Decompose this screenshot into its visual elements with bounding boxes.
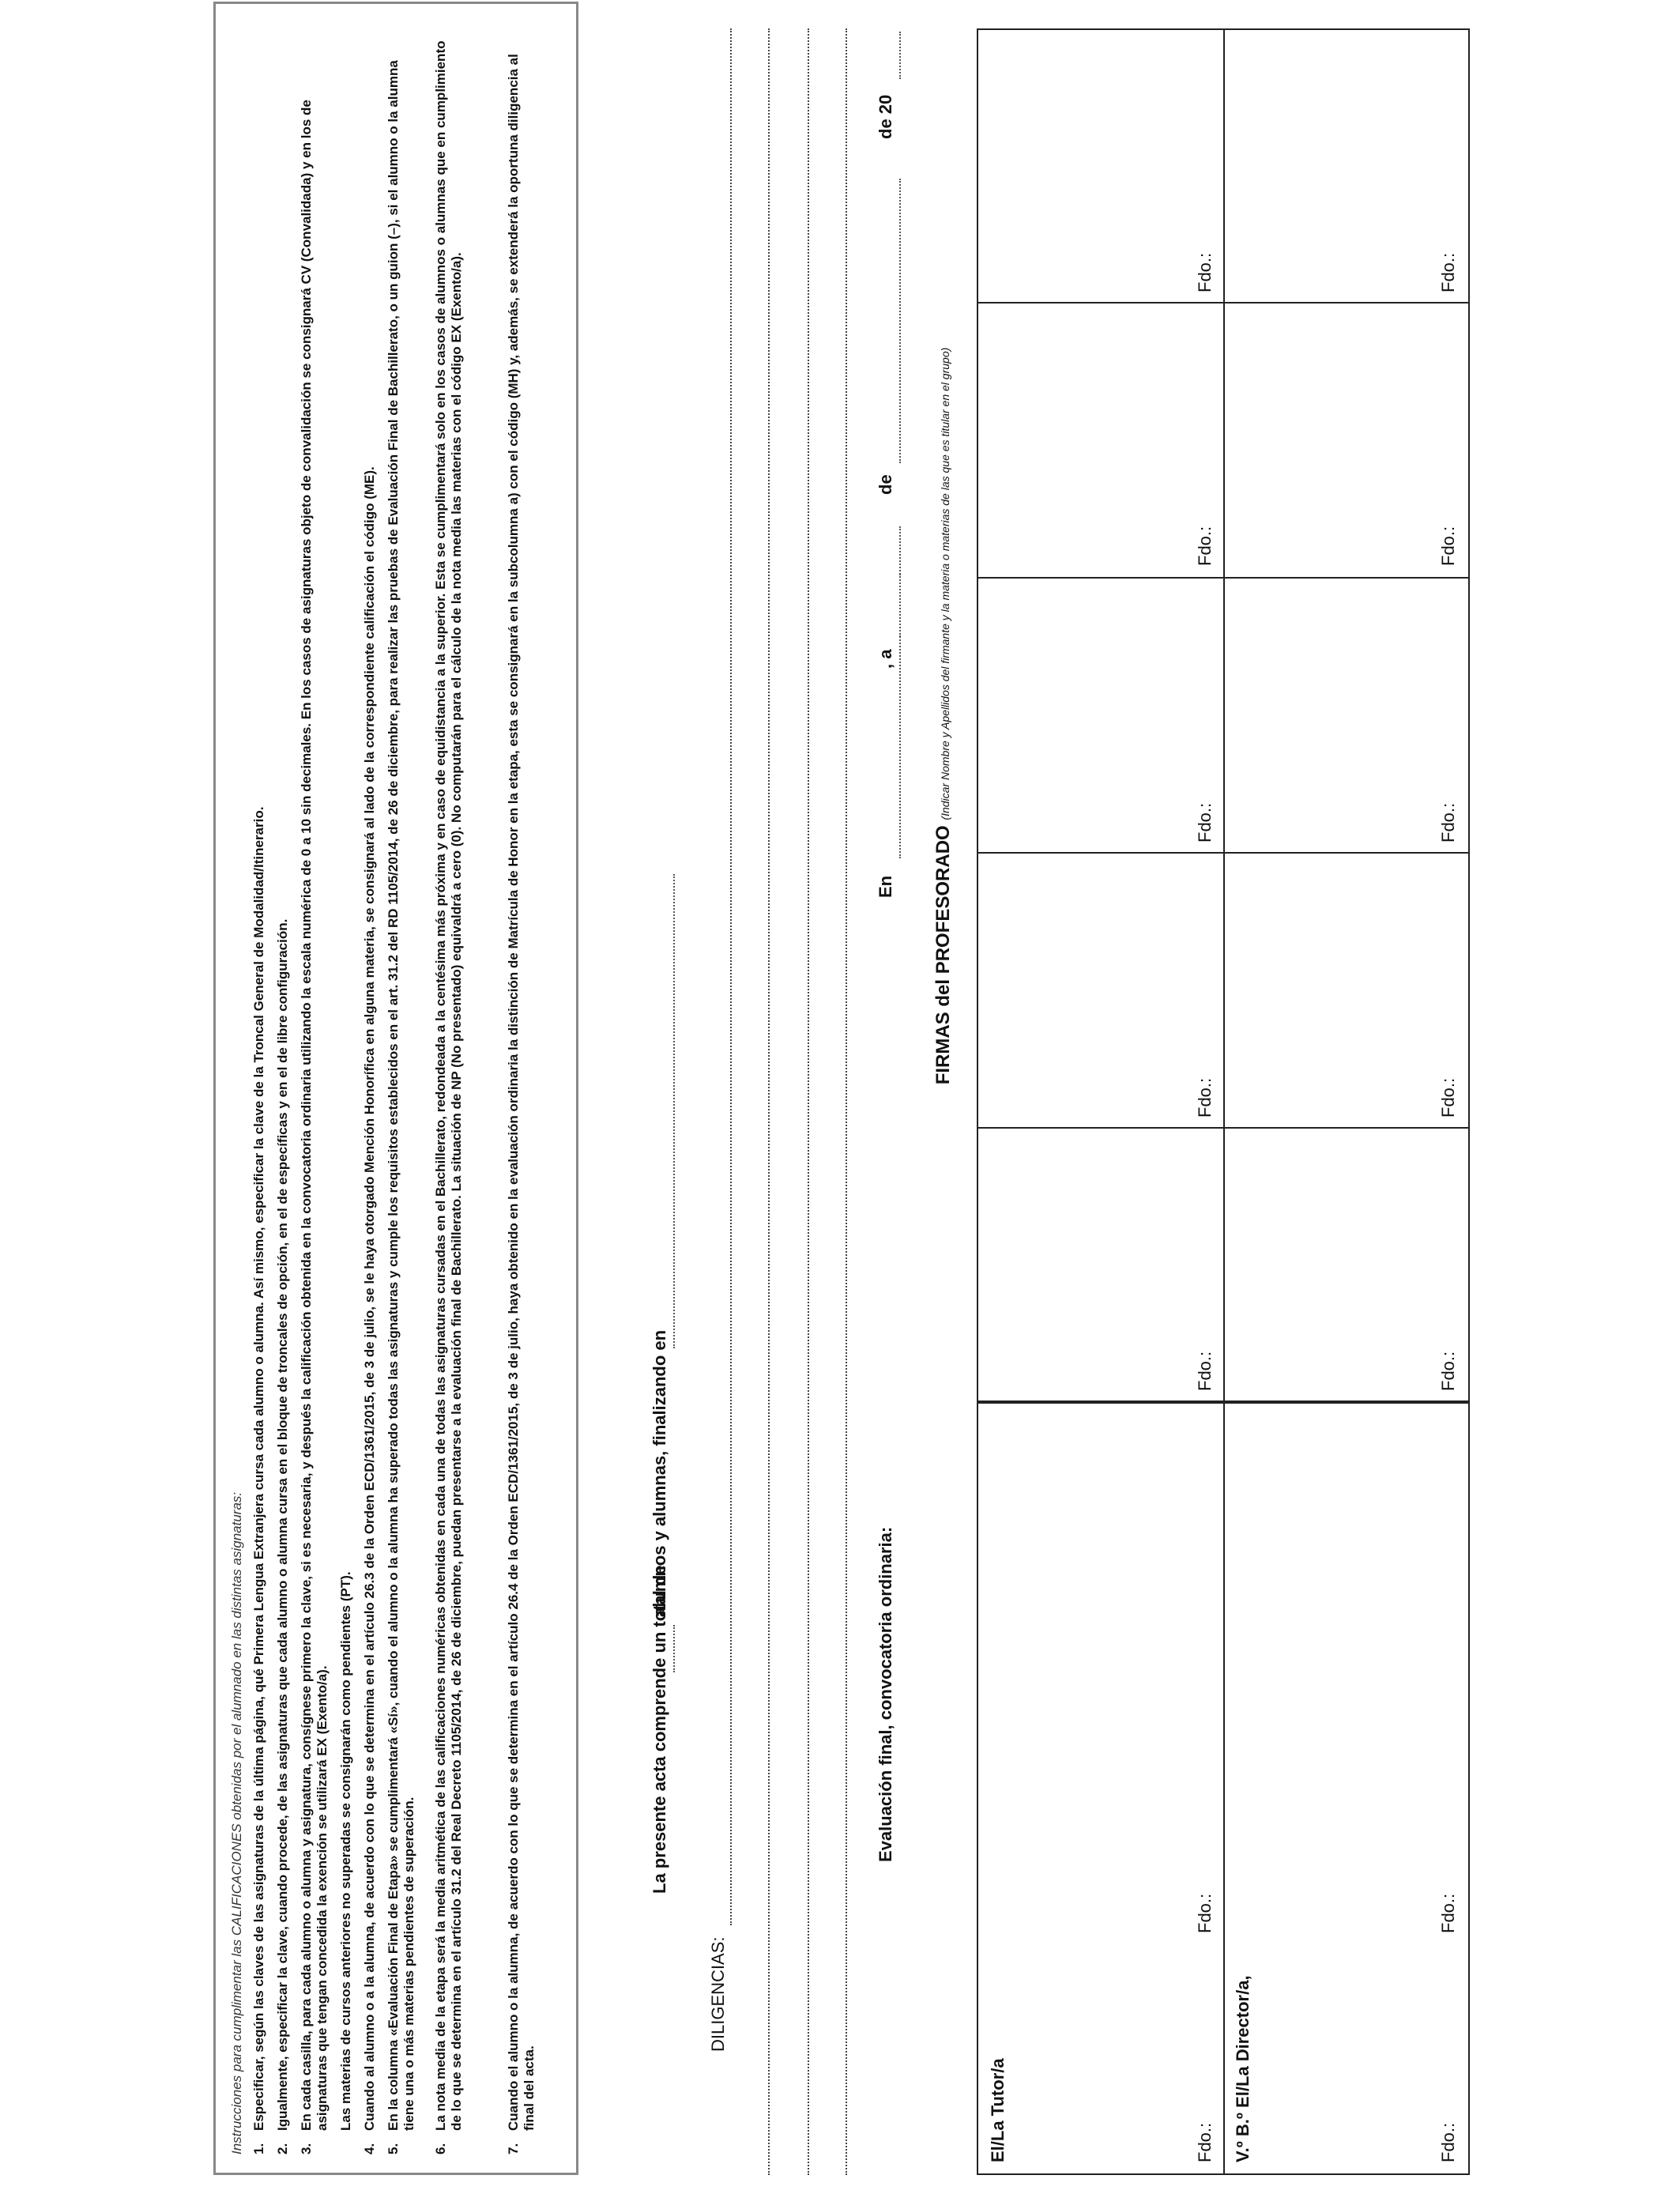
month-field[interactable]	[899, 179, 901, 463]
signature-cell-fdo[interactable]: Fdo.:	[1195, 526, 1215, 566]
diligencias-label: DILIGENCIAS:	[708, 1936, 728, 2052]
signature-cell-fdo[interactable]: Fdo.:	[1195, 252, 1215, 292]
instruction-number: 2.	[275, 2143, 290, 2154]
total-suffix: alumnos y alumnas, finalizando en	[650, 1329, 669, 1617]
instruction-text: Cuando el alumno o la alumna, de acuerdo con lo que se determina en el artículo 26.4 de la Orden ECD/1361/2015, de 3 de julio, haya obtenido en la evaluación ordinaria la distinción de Matrícula de Honor en la etapa, esta se consignará en la subcolumna a) con el código (MH) y, además, se extenderá la oportuna diligencia al final del acta.	[506, 54, 537, 2131]
instruction-text: Especificar, según las claves de las asignaturas de la última página, qué Primera Lengua Extranjera cursa cada alumno o alumna. Así mismo, especificar la clave de la Troncal General de Modalidad/Itinerario.	[251, 806, 266, 2131]
signature-cell-fdo[interactable]: Fdo.:	[1438, 802, 1458, 843]
tutor-label: El/La Tutor/a	[988, 2058, 1008, 2162]
day-field[interactable]	[899, 574, 901, 637]
instruction-number: 7.	[506, 2143, 521, 2154]
director-fdo-2[interactable]: Fdo.:	[1438, 1893, 1458, 1933]
signatures-grid	[977, 28, 1470, 1404]
signature-cell-fdo[interactable]: Fdo.:	[1438, 1077, 1458, 1118]
signatures-title	[932, 28, 955, 1404]
signature-cell-fdo[interactable]: Fdo.:	[1195, 1351, 1215, 1391]
instruction-text: Igualmente, especificar la clave, cuando procede, de las asignaturas que cada alumno o alumna cursa en el bloque de troncales de opción, en el de específicas y en el de libre configuración.	[275, 918, 290, 2131]
signature-cell-fdo[interactable]: Fdo.:	[1438, 526, 1458, 566]
diligencias-line[interactable]	[846, 28, 847, 2175]
director-label: V.º B.º El/La Director/a,	[1233, 1975, 1252, 2162]
instruction-number: 5.	[386, 2143, 401, 2154]
instruction-text: Las materias de cursos anteriores no superadas se consignarán como pendientes (PT).	[338, 1571, 353, 2131]
instruction-text: La nota media de la etapa será la media aritmética de las calificaciones numéricas obtenidas en cada una de todas las asignaturas cursadas en el Bachillerato, redondeada a la centésima más próxima y en caso de equidistancia a la superior. Esta se cumplimentará solo en los casos de alumnos o alumnas que en cumplimiento de lo que se determina en el artículo 31.2 del Real Decreto 1105/2014, de 26 de diciembre, puedan presentarse a la evaluación final de Bachillerato. La situación de NP (No presentado) equivaldrá a cero (0). No computarán para el cálculo de la nota media las materias con el código EX (Exento/a).	[433, 40, 464, 2131]
instruction-number: 3.	[299, 2143, 314, 2154]
total-prefix: La presente acta comprende un total de	[650, 1565, 669, 1894]
signature-cell-fdo[interactable]: Fdo.:	[1438, 252, 1458, 292]
tutor-fdo[interactable]: Fdo.:	[1195, 2122, 1215, 2162]
eval-label: Evaluación final, convocatoria ordinaria:	[876, 1526, 895, 1862]
year-field[interactable]	[899, 32, 901, 79]
signature-cell-fdo[interactable]: Fdo.:	[1195, 1077, 1215, 1118]
diligencias-line[interactable]	[730, 28, 732, 1925]
roles-divider	[1223, 1404, 1225, 2175]
signature-cell-fdo[interactable]: Fdo.:	[1438, 1351, 1458, 1391]
instructions-title: Instrucciones para cumplimentar las CALIFICACIONES obtenidas por el alumnado en las distintas asignaturas:	[229, 1491, 244, 2154]
instruction-number: 1.	[251, 2143, 266, 2154]
place-de: de	[876, 474, 895, 495]
instruction-number: 4.	[362, 2143, 377, 2154]
place-a: , a	[876, 649, 895, 669]
instruction-text: En cada casilla, para cada alumno o alumna y asignatura, consígnese primero la clave, si es necesaria, y después la calificación obtenida en la convocatoria ordinaria utilizando la escala numérica de 0 a 10 sin decimales. En los casos de asignaturas objeto de convalidación se consignará CV (Convalidada) y en los de asignaturas que tengan concedida la exención se utilizará EX (Exento/a).	[299, 100, 330, 2131]
director-fdo[interactable]: Fdo.:	[1438, 2122, 1458, 2162]
signatures-note: (Indicar Nombre y Apellidos del firmante y la materia o materias de las que es titular en el grupo)	[939, 347, 951, 820]
grid-line	[1223, 30, 1225, 1402]
instruction-number: 6.	[433, 2143, 448, 2154]
instruction-text: Cuando al alumno o a la alumna, de acuerdo con lo que se determina en el artículo 26.3 de la Orden ECD/1361/2015, de 3 de julio, se le haya otorgado Mención Honorífica en alguna materia, se consignará al lado de la correspondiente calificación el código (ME).	[362, 466, 377, 2131]
diligencias-line[interactable]	[768, 28, 770, 2175]
signature-cell-fdo[interactable]: Fdo.:	[1195, 802, 1215, 843]
tutor-fdo-2[interactable]: Fdo.:	[1195, 1893, 1215, 1933]
place-prefix: En	[876, 875, 895, 898]
instruction-text: En la columna «Evaluación Final de Etapa» se cumplimentará «Sí», cuando el alumno o la alumna ha superado todas las asignaturas y cumple los requisitos establecidos en el art. 31.2 del RD 1105/2014, de 26 de diciembre, para realizar las pruebas de Evaluación Final de Bachillerato, o un guion (–), si el alumno o la alumna tiene una o más materias pendientes de superación.	[386, 60, 416, 2131]
diligencias-line[interactable]	[808, 28, 809, 2175]
signatures-title-text: FIRMAS del PROFESORADO	[932, 825, 954, 1085]
place-year: de 20	[876, 94, 895, 139]
total-count-field[interactable]	[673, 1625, 675, 1672]
finalizing-field[interactable]	[673, 874, 675, 1348]
